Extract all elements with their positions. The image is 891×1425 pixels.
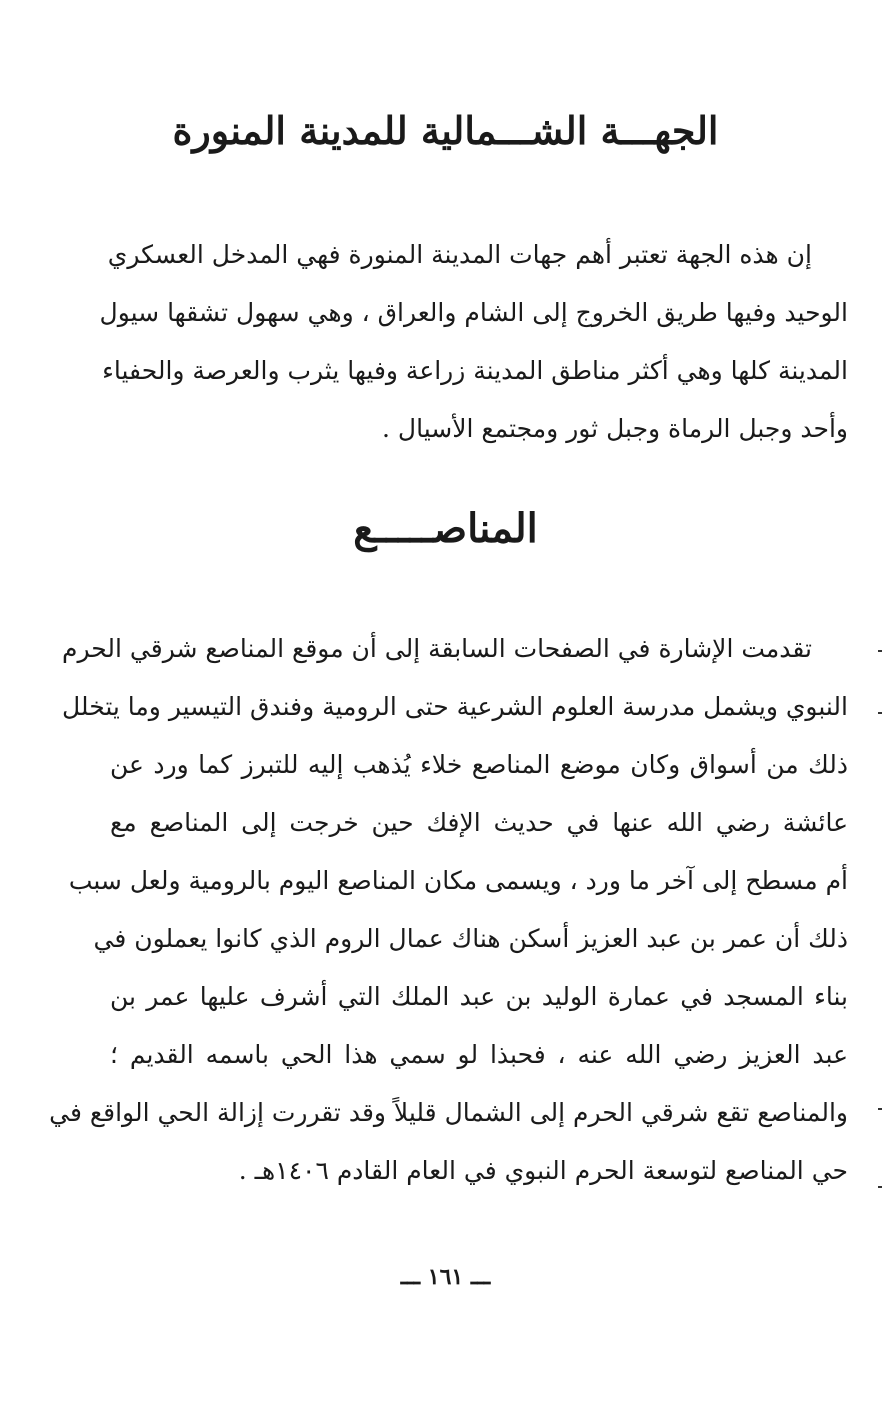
paragraph-line: والمناصع تقع شرقي الحرم إلى الشمال قليلاً وقد تقررت إزالة الحي الواقع في <box>49 1098 848 1127</box>
paragraph-line: المدينة كلها وهي أكثر مناطق المدينة زراعة وفيها يثرب والعرصة والحفياء <box>102 356 848 385</box>
margin-mark <box>878 650 882 652</box>
paragraph-line: عائشة رضي الله عنها في حديث الإفك حين خرجت إلى المناصع مع <box>110 808 848 837</box>
margin-mark <box>878 1186 882 1188</box>
intro-paragraph <box>99 226 848 458</box>
page-title: الجهـــة الشـــمالية للمدينة المنورة <box>172 108 719 153</box>
paragraph-line: ذلك من أسواق وكان موضع المناصع خلاء يُذهب إليه للتبرز كما ورد عن <box>110 750 848 779</box>
section-paragraph <box>49 620 848 1200</box>
paragraph-line: وأحد وجبل الرماة وجبل ثور ومجتمع الأسيال . <box>382 414 848 443</box>
paragraph-line: عبد العزيز رضي الله عنه ، فحبذا لو سمي هذا الحي باسمه القديم ؛ <box>110 1040 848 1069</box>
margin-mark <box>878 1108 882 1110</box>
paragraph-line: بناء المسجد في عمارة الوليد بن عبد الملك التي أشرف عليها عمر بن <box>110 982 848 1011</box>
paragraph-line: ذلك أن عمر بن عبد العزيز أسكن هناك عمال الروم الذي كانوا يعملون في <box>93 924 848 953</box>
page-number: ـــ ١٦١ ـــ <box>400 1264 491 1290</box>
section-heading: المناصـــــع <box>353 505 538 552</box>
paragraph-line: الوحيد وفيها طريق الخروج إلى الشام والعراق ، وهي سهول تشقها سيول <box>99 298 848 327</box>
paragraph-line: تقدمت الإشارة في الصفحات السابقة إلى أن موقع المناصع شرقي الحرم <box>61 634 812 663</box>
margin-mark <box>878 712 882 714</box>
paragraph-line: إن هذه الجهة تعتبر أهم جهات المدينة المنورة فهي المدخل العسكري <box>107 240 812 269</box>
paragraph-line: حي المناصع لتوسعة الحرم النبوي في العام القادم ١٤٠٦هـ . <box>238 1156 848 1185</box>
paragraph-line: النبوي ويشمل مدرسة العلوم الشرعية حتى الرومية وفندق التيسير وما يتخلل <box>62 692 848 721</box>
paragraph-line: أم مسطح إلى آخر ما ورد ، ويسمى مكان المناصع اليوم بالرومية ولعل سبب <box>68 866 848 895</box>
